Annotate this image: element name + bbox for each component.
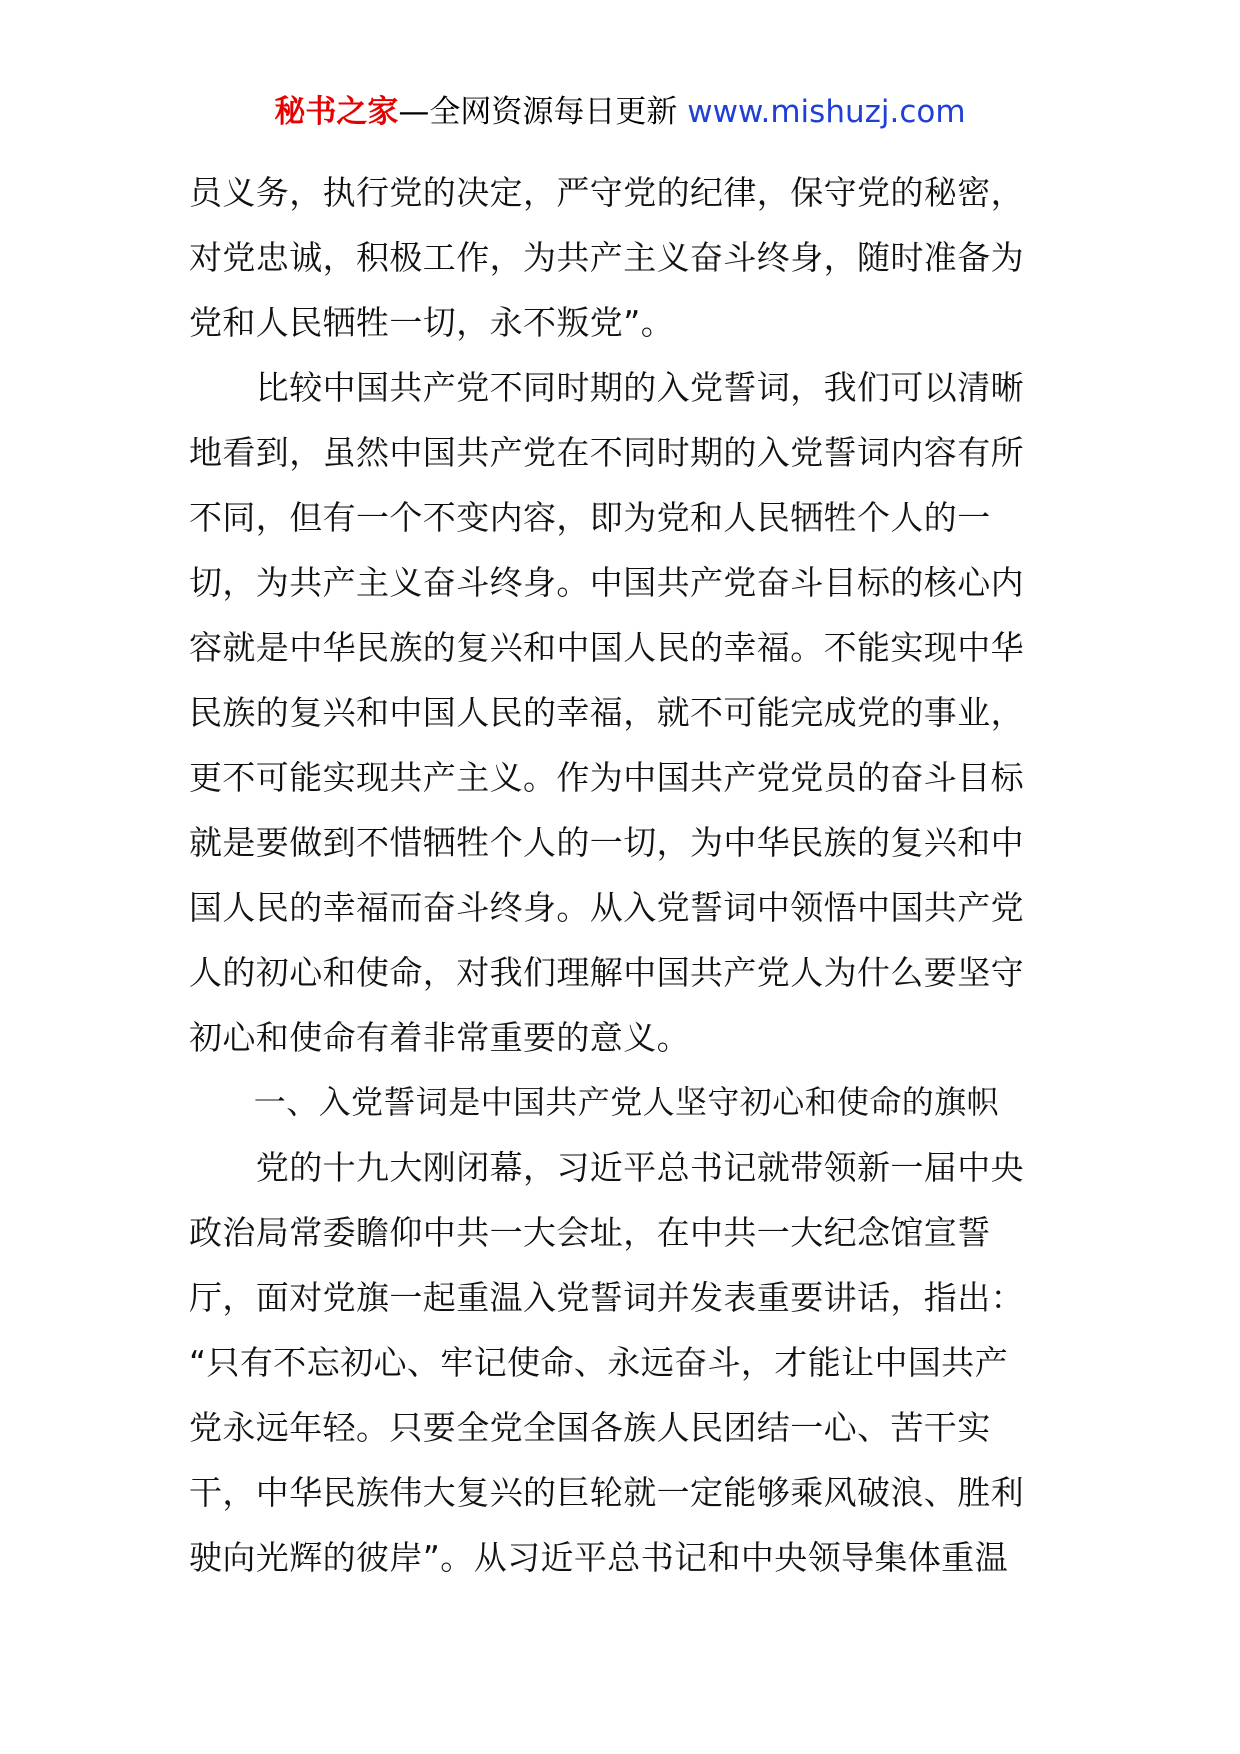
text-line: 厅，面对党旗一起重温入党誓词并发表重要讲话，指出： [189, 1278, 1024, 1317]
text-line: 党的十九大刚闭幕，习近平总书记就带领新一届中央 [189, 1148, 1024, 1187]
site-header [0, 92, 1240, 132]
text-line: 国人民的幸福而奋斗终身。从入党誓词中领悟中国共产党 [189, 888, 1024, 927]
text-line: 不同，但有一个不变内容，即为党和人民牺牲个人的一 [189, 498, 991, 537]
site-brand: 秘书之家 [274, 94, 399, 130]
text-line: 初心和使命有着非常重要的意义。 [189, 1018, 690, 1057]
document-body [189, 160, 1059, 1590]
text-line: 更不可能实现共产主义。作为中国共产党党员的奋斗目标 [189, 758, 1024, 797]
text-line: 干，中华民族伟大复兴的巨轮就一定能够乘风破浪、胜利 [189, 1473, 1024, 1512]
site-url[interactable]: www.mishuzj.com [687, 94, 966, 130]
text-line: 比较中国共产党不同时期的入党誓词，我们可以清晰 [189, 368, 1024, 407]
text-line: 党永远年轻。只要全党全国各族人民团结一心、苦干实 [189, 1408, 991, 1447]
text-line: 对党忠诚，积极工作，为共产主义奋斗终身，随时准备为 [189, 238, 1024, 277]
text-line: “只有不忘初心、牢记使命、永远奋斗，才能让中国共产 [189, 1343, 1009, 1382]
text-line: 切，为共产主义奋斗终身。中国共产党奋斗目标的核心内 [189, 563, 1024, 602]
site-tagline: —全网资源每日更新 [398, 94, 688, 130]
text-line: 民族的复兴和中国人民的幸福，就不可能完成党的事业， [189, 693, 1024, 732]
text-line: 容就是中华民族的复兴和中国人民的幸福。不能实现中华 [189, 628, 1024, 667]
text-line: 党和人民牺牲一切，永不叛党”。 [189, 303, 675, 342]
text-line: 员义务，执行党的决定，严守党的纪律，保守党的秘密， [189, 173, 1024, 212]
text-line: 政治局常委瞻仰中共一大会址，在中共一大纪念馆宣誓 [189, 1213, 991, 1252]
text-line: 驶向光辉的彼岸”。从习近平总书记和中央领导集体重温 [189, 1538, 1009, 1577]
text-line: 就是要做到不惜牺牲个人的一切，为中华民族的复兴和中 [189, 823, 1024, 862]
text-line: 人的初心和使命，对我们理解中国共产党人为什么要坚守 [189, 953, 1024, 992]
section-heading: 一、入党誓词是中国共产党人坚守初心和使命的旗帜 [189, 1083, 1000, 1121]
text-line: 地看到，虽然中国共产党在不同时期的入党誓词内容有所 [189, 433, 1024, 472]
